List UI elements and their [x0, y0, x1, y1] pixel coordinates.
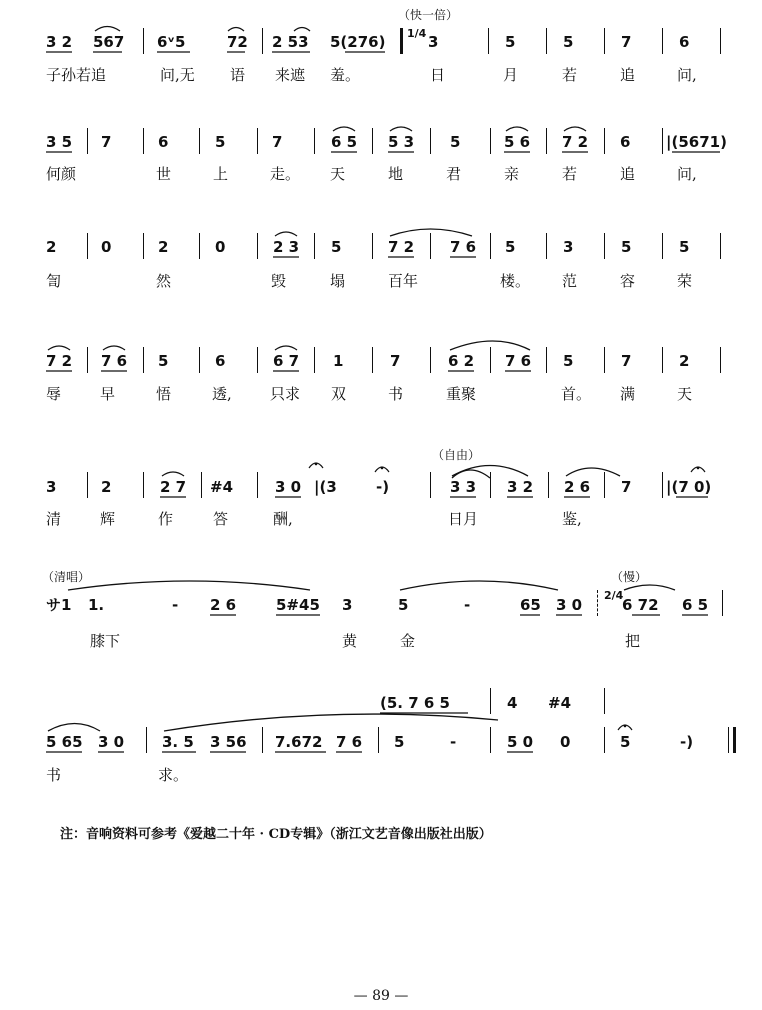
lyric: 鉴, — [562, 510, 582, 528]
lyric: 塌 — [330, 272, 346, 290]
lyric: 百年 — [388, 272, 419, 290]
note-group: 5 — [331, 238, 342, 256]
lyric: 书 — [46, 766, 62, 784]
note-group: 6ᵛ5 — [157, 33, 186, 51]
note-group: |(5671) — [666, 133, 727, 151]
note-group: 3 — [428, 33, 439, 51]
lyric: 何颜 — [46, 165, 77, 183]
note-group: - — [464, 596, 471, 614]
page-number: — 89 — — [353, 988, 409, 1004]
note-group: 2 3 — [273, 238, 300, 256]
note-group: 5 — [679, 238, 690, 256]
note-group: 6 2 — [448, 352, 475, 370]
note-group: 6 7 — [273, 352, 300, 370]
lyric: 问, — [677, 165, 697, 183]
note-group: 2 — [101, 478, 112, 496]
note-group: 7 — [390, 352, 401, 370]
note-group: 7 6 — [101, 352, 128, 370]
lyric: 只求 — [270, 385, 301, 403]
note-group: 7 — [101, 133, 112, 151]
note-group: -) — [680, 733, 694, 751]
lyric: 双 — [331, 385, 347, 403]
note-group: 5(276) — [330, 33, 386, 51]
note-group: 65 — [520, 596, 541, 614]
lyric: 世 — [156, 165, 172, 183]
note-group: 3 5 — [46, 133, 73, 151]
lyric: 荣 — [677, 272, 693, 290]
lyric: 辉 — [100, 510, 116, 528]
note-group: 1 — [333, 352, 344, 370]
lyric: 上 — [213, 165, 229, 183]
lyric: 日月 — [448, 510, 479, 528]
note-group: 5 65 — [46, 733, 83, 751]
note-group: 3 — [46, 478, 57, 496]
note-group: 3 — [563, 238, 574, 256]
lyric: 重聚 — [446, 385, 477, 403]
note-group: -) — [376, 478, 390, 496]
note-group: 2 — [158, 238, 169, 256]
lyric: 若 — [562, 165, 578, 183]
note-group: 7 2 — [388, 238, 415, 256]
note-group: 5 — [505, 238, 516, 256]
lyric: 楼。 — [500, 272, 531, 290]
note-group: 0 — [215, 238, 226, 256]
lyric: 然 — [156, 272, 172, 290]
lyric: 訇 — [46, 272, 62, 290]
note-group: 5 — [158, 352, 169, 370]
note-group: 3 2 — [46, 33, 73, 51]
lyric: 来遮 — [275, 66, 306, 84]
lyric: 把 — [625, 632, 641, 650]
lyric: 走。 — [270, 165, 301, 183]
note-group: 6 — [620, 133, 631, 151]
note-group: 6 5 — [331, 133, 358, 151]
note-group: |(7 0) — [666, 478, 712, 496]
note-group: 7 2 — [562, 133, 589, 151]
note-group: 5 — [563, 33, 574, 51]
note-group: 6 — [215, 352, 226, 370]
time-signature: 2/4 — [604, 589, 624, 602]
note-group: 3 0 — [98, 733, 125, 751]
note-group: - — [172, 596, 179, 614]
note-group: 2 7 — [160, 478, 187, 496]
lyric: 追 — [620, 66, 636, 84]
lyric: 月 — [503, 66, 519, 84]
lyric: 悟 — [156, 385, 172, 403]
note-group: 5 6 — [504, 133, 531, 151]
note-group: 3 0 — [556, 596, 583, 614]
note-group: 7.672 — [275, 733, 323, 751]
note-group: 3 3 — [450, 478, 477, 496]
note-group: 3 2 — [507, 478, 534, 496]
note-group: 5#45 — [276, 596, 320, 614]
tempo-annotation: （慢） — [611, 570, 648, 584]
note-group: 5 — [505, 33, 516, 51]
lyric: 天 — [677, 385, 693, 403]
lyric: 辱 — [46, 385, 62, 403]
note-group: 72 — [227, 33, 248, 51]
lyric: 首。 — [561, 385, 592, 403]
note-group: 2 — [679, 352, 690, 370]
lyric: 酬, — [273, 510, 293, 528]
note-group: 7 — [272, 133, 283, 151]
note-group: 6 5 — [682, 596, 709, 614]
note-group: サ1 — [46, 596, 72, 614]
note-group: #4 — [548, 694, 572, 712]
note-group: 7 6 — [450, 238, 477, 256]
note-group: 7 — [621, 33, 632, 51]
lyric: 问,无 — [160, 66, 195, 84]
note-group: 5 — [621, 238, 632, 256]
lyric: 求。 — [158, 766, 189, 784]
lyric: 金 — [400, 632, 416, 650]
lyric: 作 — [158, 510, 174, 528]
note-group: 5 — [398, 596, 409, 614]
note-group: 6 — [679, 33, 690, 51]
lyric: 黄 — [342, 632, 358, 650]
lyric: 书 — [388, 385, 404, 403]
lyric: 早 — [100, 385, 116, 403]
note-group: 5 — [563, 352, 574, 370]
note-group: 2 — [46, 238, 57, 256]
note-group: 7 2 — [46, 352, 73, 370]
note-group: |(3 — [314, 478, 337, 496]
singing-annotation: （清唱） — [42, 570, 91, 584]
lyric: 毁 — [271, 272, 287, 290]
note-group: 7 — [621, 352, 632, 370]
note-group: 3. 5 — [162, 733, 194, 751]
lyric: 天 — [330, 165, 346, 183]
instrumental-note-group: (5. 7 6 5 — [380, 694, 450, 712]
note-group: 6 72 — [622, 596, 659, 614]
lyric: 日 — [430, 66, 446, 84]
lyric: 透, — [212, 385, 232, 403]
note-group: 7 6 — [336, 733, 363, 751]
lyric: 清 — [46, 510, 62, 528]
lyric: 答 — [213, 510, 229, 528]
footnote: 注：音响资料可参考《爱越二十年 · CD专辑》（浙江文艺音像出版社出版） — [60, 827, 492, 842]
lyric: 亲 — [504, 165, 520, 183]
lyric: 若 — [562, 66, 578, 84]
note-group: 5 3 — [388, 133, 415, 151]
note-group: 1. — [88, 596, 105, 614]
note-group: 0 — [560, 733, 571, 751]
note-group: 5 — [394, 733, 405, 751]
note-group: 5 — [620, 733, 631, 751]
note-group: 2 6 — [564, 478, 591, 496]
tempo-annotation: （自由） — [432, 448, 481, 462]
note-group: 3 0 — [275, 478, 302, 496]
note-group: 3 — [342, 596, 353, 614]
tempo-annotation: （快一倍） — [398, 8, 459, 22]
lyric: 羞。 — [330, 66, 361, 84]
note-group: #4 — [210, 478, 234, 496]
lyric: 子孙若追 — [46, 66, 107, 84]
note-group: 5 0 — [507, 733, 534, 751]
note-group: 5 — [215, 133, 226, 151]
note-group: 7 6 — [505, 352, 532, 370]
lyric: 追 — [620, 165, 636, 183]
note-group: 5 — [450, 133, 461, 151]
lyric: 满 — [620, 385, 636, 403]
note-group: 3 56 — [210, 733, 247, 751]
lyric: 君 — [446, 165, 462, 183]
note-group: - — [450, 733, 457, 751]
lyric: 膝下 — [90, 632, 121, 650]
lyric: 范 — [562, 272, 578, 290]
lyric: 问, — [677, 66, 697, 84]
note-group: 7 — [621, 478, 632, 496]
note-group: 2 53 — [272, 33, 309, 51]
time-signature: 1/4 — [407, 27, 427, 40]
note-group: 0 — [101, 238, 112, 256]
note-group: 567 — [93, 33, 125, 51]
lyric: 容 — [620, 272, 636, 290]
note-group: 4 — [507, 694, 518, 712]
note-group: 2 6 — [210, 596, 237, 614]
note-group: 6 — [158, 133, 169, 151]
lyric: 语 — [230, 66, 246, 84]
lyric: 地 — [388, 165, 404, 183]
